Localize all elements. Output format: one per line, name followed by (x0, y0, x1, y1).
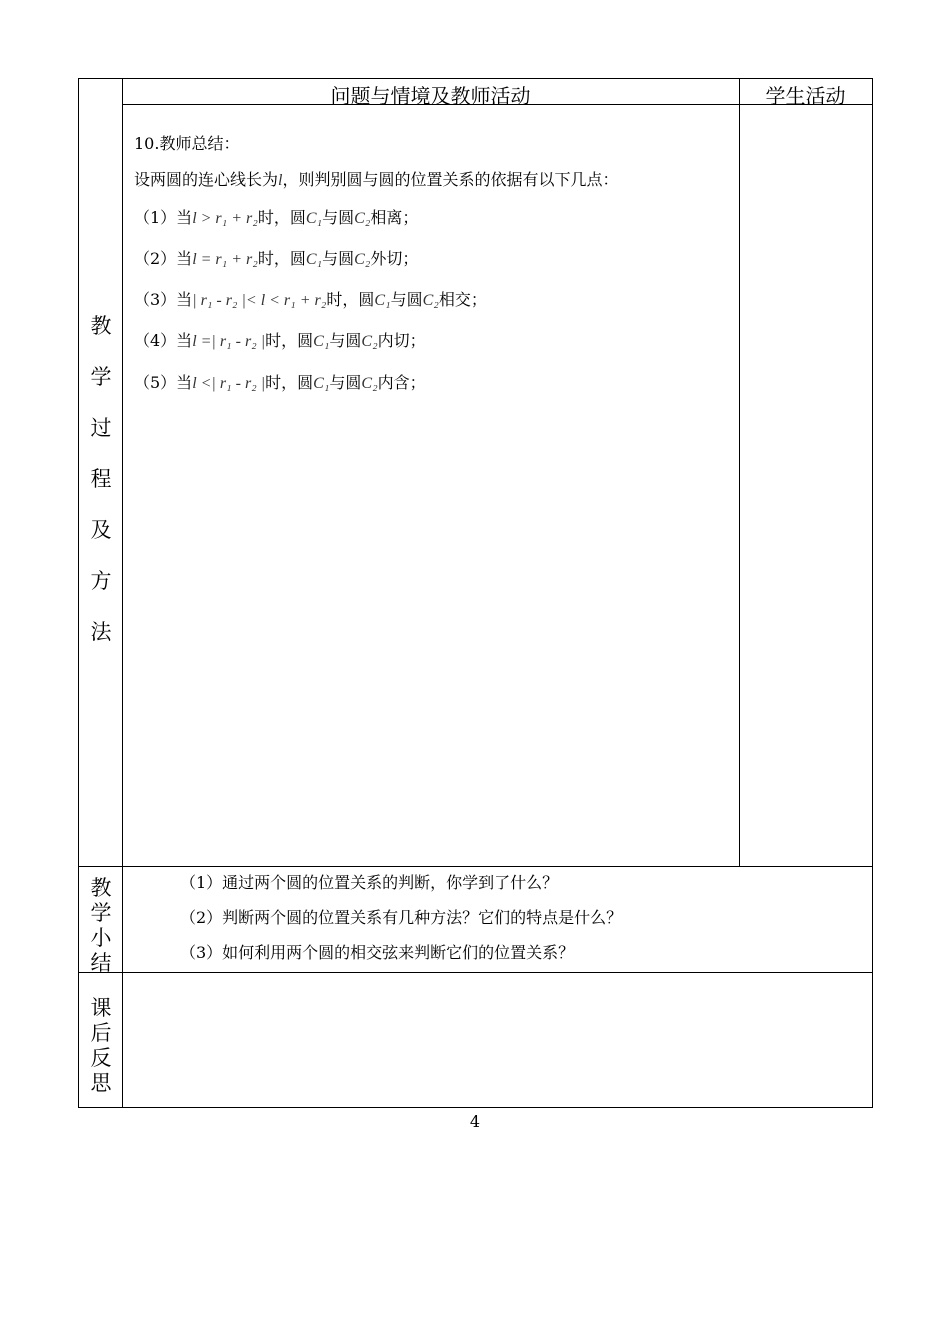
process-label-char: 及 (90, 518, 112, 542)
reflection-content-area (123, 973, 872, 1107)
criterion-item (134, 328, 426, 351)
summary-question: （2）判断两个圆的位置关系有几种方法？它们的特点是什么？ (180, 908, 623, 927)
process-label-char: 法 (90, 620, 112, 644)
summary-label-char: 小 (90, 926, 112, 950)
item-number: （3）当 (134, 290, 193, 309)
item-mid-text: 时，圆 (326, 290, 375, 309)
teacher-summary-title: 10.教师总结： (134, 134, 240, 153)
summary-label-char: 结 (90, 951, 112, 975)
reflection-label-char: 课 (90, 996, 112, 1020)
item-condition: l = r₁ + r₂ (192, 251, 258, 268)
intro-text-a: 设两圆的连心线长为 (134, 170, 279, 189)
circle-c2: C₂ (422, 292, 439, 309)
item-number: （1）当 (134, 208, 193, 227)
item-relation: 内含； (377, 373, 426, 392)
header-student-activity: 学生活动 (765, 84, 846, 108)
item-with-text: 与圆 (322, 249, 355, 268)
process-label-char: 方 (90, 569, 112, 593)
intro-variable: l (278, 172, 283, 189)
process-bottom-border (78, 866, 873, 867)
item-relation: 内切； (377, 331, 426, 350)
summary-question: （3）如何利用两个圆的相交弦来判断它们的位置关系？ (180, 943, 575, 962)
circle-c2: C₂ (361, 333, 378, 350)
item-condition: l > r₁ + r₂ (192, 210, 258, 227)
circle-c2: C₂ (354, 210, 371, 227)
item-condition: | r₁ - r₂ |< l < r₁ + r₂ (192, 292, 327, 309)
item-condition: l <| r₁ - r₂ | (192, 375, 266, 392)
process-label-char: 教 (90, 314, 112, 338)
item-number: （4）当 (134, 331, 193, 350)
circle-c1: C₁ (305, 210, 323, 227)
item-mid-text: 时，圆 (257, 249, 306, 268)
item-mid-text: 时，圆 (265, 331, 314, 350)
item-number: （5）当 (134, 373, 193, 392)
summary-label-char: 学 (90, 901, 112, 925)
reflection-label-char: 思 (90, 1071, 112, 1095)
table-right-border (872, 78, 873, 1108)
intro-line (134, 167, 618, 190)
summary-label-char: 教 (90, 876, 112, 900)
item-with-text: 与圆 (390, 290, 423, 309)
circle-c2: C₂ (354, 251, 371, 268)
reflection-label-char: 反 (90, 1046, 112, 1070)
summary-question: （1）通过两个圆的位置关系的判断，你学到了什么？ (180, 873, 559, 892)
criterion-item (134, 205, 418, 228)
item-with-text: 与圆 (329, 373, 362, 392)
reflection-label-char: 后 (90, 1021, 112, 1045)
student-column-divider (739, 78, 740, 867)
circle-c2: C₂ (361, 375, 378, 392)
table-bottom-border (78, 1107, 873, 1108)
process-label-char: 学 (90, 365, 112, 389)
item-number: （2）当 (134, 249, 193, 268)
item-mid-text: 时，圆 (257, 208, 306, 227)
item-with-text: 与圆 (322, 208, 355, 227)
circle-c1: C₁ (374, 292, 391, 309)
process-label-char: 程 (90, 467, 112, 491)
header-main-activity: 问题与情境及教师活动 (330, 84, 531, 108)
circle-c1: C₁ (305, 251, 323, 268)
item-relation: 外切； (370, 249, 419, 268)
criterion-item (134, 370, 426, 393)
circle-c1: C₁ (313, 333, 330, 350)
circle-c1: C₁ (313, 375, 330, 392)
process-label-char: 过 (90, 416, 112, 440)
item-mid-text: 时，圆 (265, 373, 314, 392)
page-number: 4 (469, 1112, 481, 1131)
item-with-text: 与圆 (329, 331, 362, 350)
criterion-item (134, 287, 487, 310)
criterion-item (134, 246, 418, 269)
table-top-border (78, 78, 873, 79)
item-relation: 相交； (438, 290, 487, 309)
intro-text-b: ，则判别圆与圆的位置关系的依据有以下几点： (282, 170, 619, 189)
item-condition: l =| r₁ - r₂ | (192, 333, 266, 350)
item-relation: 相离； (370, 208, 419, 227)
